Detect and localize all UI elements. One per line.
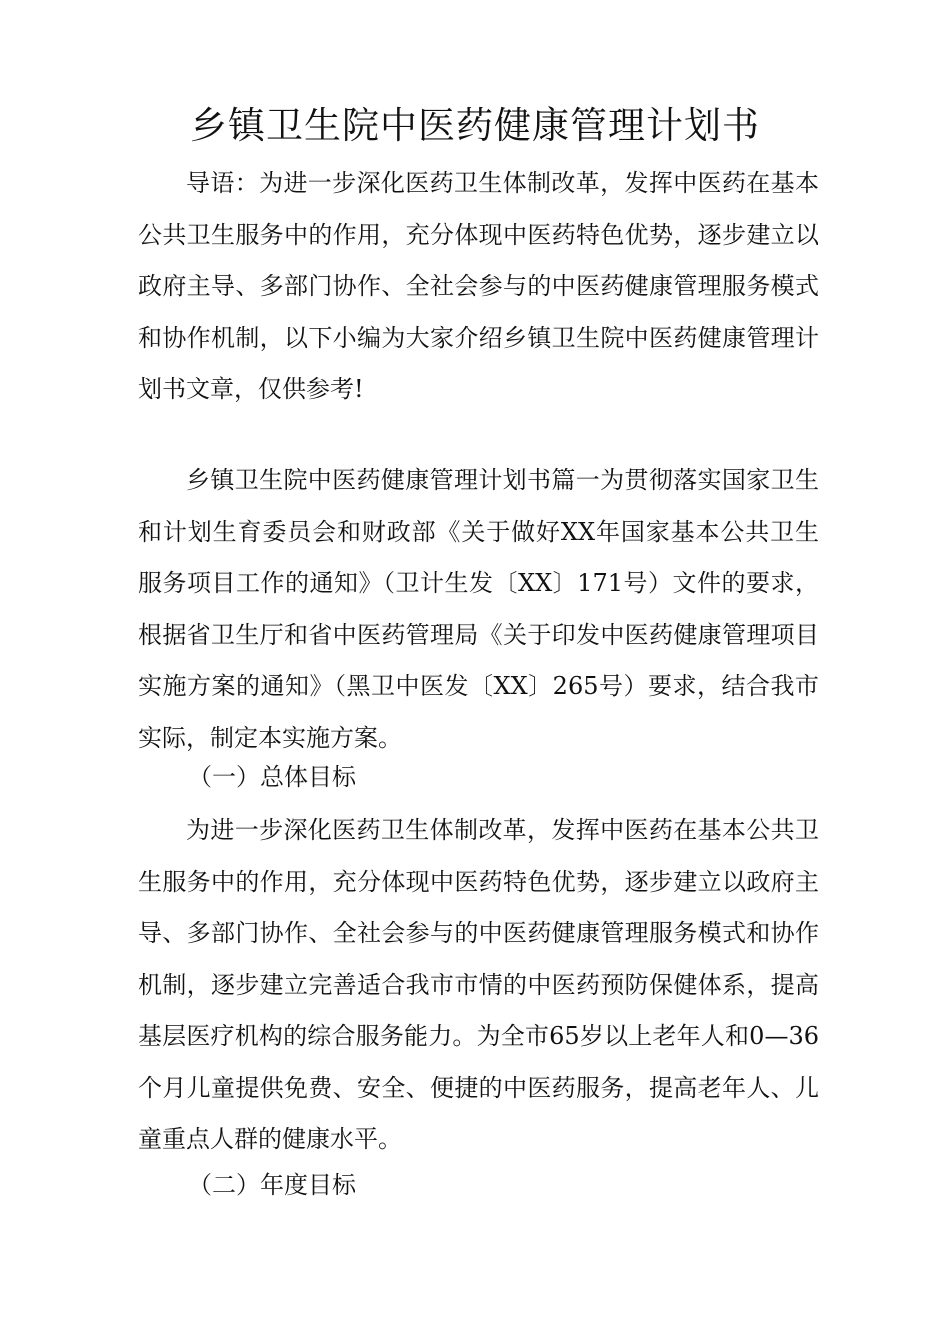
heading-overall-goal: （一）总体目标 <box>188 763 356 791</box>
intro-paragraph: 导语：为进一步深化医药卫生体制改革，发挥中医药在基本公共卫生服务中的作用，充分体现中医药特色优势，逐步建立以政府主导、多部门协作、全社会参与的中医药健康管理服务模式和协作机制，以下小编为大家介绍乡镇卫生院中医药健康管理计划书文章，仅供参考! <box>138 169 819 403</box>
overall-goal-paragraph: 为进一步深化医药卫生体制改革，发挥中医药在基本公共卫生服务中的作用，充分体现中医药特色优势，逐步建立以政府主导、多部门协作、全社会参与的中医药健康管理服务模式和协作机制，逐步建立完善适合我市市情的中医药预防保健体系，提高基层医疗机构的综合服务能力。为全市65岁以上老年人和0—36个月儿童提供免费、安全、便捷的中医药服务，提高老年人、儿童重点人群的健康水平。 <box>138 816 819 1153</box>
section1-paragraph: 乡镇卫生院中医药健康管理计划书篇一为贯彻落实国家卫生和计划生育委员会和财政部《关于做好XX年国家基本公共卫生服务项目工作的通知》（卫计生发〔XX〕171号）文件的要求，根据省卫生厅和省中医药管理局《关于印发中医药健康管理项目实施方案的通知》（黑卫中医发〔XX〕265号）要求，结合我市实际，制定本实施方案。 <box>138 466 819 752</box>
heading-annual-goal: （二）年度目标 <box>188 1171 356 1199</box>
document-title: 乡镇卫生院中医药健康管理计划书 <box>190 104 760 147</box>
